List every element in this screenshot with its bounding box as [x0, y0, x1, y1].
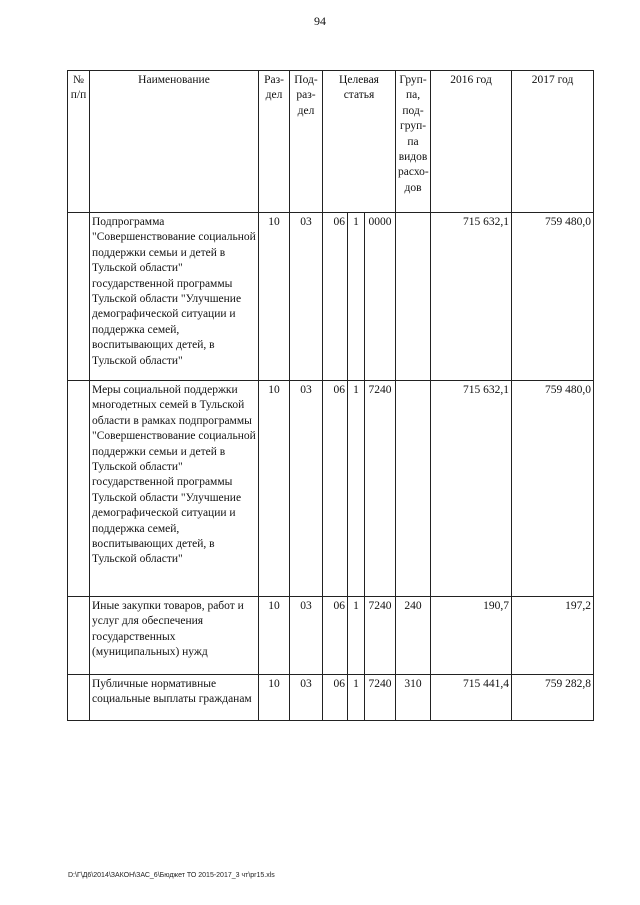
- row-ts-subprogram: 1: [348, 381, 365, 597]
- header-2017: 2017 год: [512, 71, 594, 213]
- row-name: Подпрограмма "Совершенствование социальной поддержки семьи и детей в Тульской области" государственной программы Тульской области "Улучшение демографической ситуации и поддержка семей, воспитывающих детей, в Тульской области": [90, 213, 259, 381]
- row-name: Меры социальной поддержки многодетных семей в Тульской области в рамках подпрограммы "Совершенствование социальной поддержки семьи и детей в Тульской области" государственной программы Тульской области "Улучшение демографической ситуации и поддержка семей, воспитывающих детей, в Тульской области": [90, 381, 259, 597]
- row-gruppa: [396, 381, 431, 597]
- row-2017: 759 480,0: [512, 213, 594, 381]
- row-gruppa: [396, 213, 431, 381]
- row-2017: 759 480,0: [512, 381, 594, 597]
- table-row: [68, 675, 594, 721]
- budget-table: [67, 70, 594, 721]
- row-podrazdel: 03: [290, 381, 323, 597]
- table-row: [68, 597, 594, 675]
- row-podrazdel: 03: [290, 597, 323, 675]
- header-2016: 2016 год: [431, 71, 512, 213]
- row-gruppa: 240: [396, 597, 431, 675]
- row-2016: 715 632,1: [431, 213, 512, 381]
- row-ts-program: 06: [323, 381, 348, 597]
- header-razdel: Раз- дел: [259, 71, 290, 213]
- row-name: Публичные нормативные социальные выплаты гражданам: [90, 675, 259, 721]
- header-name: Наименование: [90, 71, 259, 213]
- row-ts-direction: 0000: [365, 213, 396, 381]
- row-podrazdel: 03: [290, 675, 323, 721]
- page-number: 94: [314, 14, 326, 28]
- header-num: № п/п: [68, 71, 90, 213]
- row-podrazdel: 03: [290, 213, 323, 381]
- row-2016: 715 632,1: [431, 381, 512, 597]
- header-gruppa: Груп- па, под- груп- па видов расхо- дов: [396, 71, 431, 213]
- row-razdel: 10: [259, 213, 290, 381]
- row-num: [68, 213, 90, 381]
- file-path-footer: D:\Г\Д6\2014\ЗАКОН\ЗАС_6\Бюджет ТО 2015-2017_3 чт\pr15.xls: [68, 872, 275, 879]
- row-ts-program: 06: [323, 675, 348, 721]
- header-podrazdel: Под- раз- дел: [290, 71, 323, 213]
- row-num: [68, 381, 90, 597]
- row-name: Иные закупки товаров, работ и услуг для обеспечения государственных (муниципальных) нужд: [90, 597, 259, 675]
- row-ts-direction: 7240: [365, 675, 396, 721]
- header-row: [68, 71, 594, 213]
- row-ts-subprogram: 1: [348, 675, 365, 721]
- row-2017: 759 282,8: [512, 675, 594, 721]
- row-gruppa: 310: [396, 675, 431, 721]
- row-razdel: 10: [259, 597, 290, 675]
- row-ts-program: 06: [323, 213, 348, 381]
- row-razdel: 10: [259, 675, 290, 721]
- row-razdel: 10: [259, 381, 290, 597]
- header-tselevaya-statya: Целевая статья: [323, 71, 396, 213]
- row-2017: 197,2: [512, 597, 594, 675]
- row-2016: 190,7: [431, 597, 512, 675]
- row-ts-direction: 7240: [365, 597, 396, 675]
- row-ts-subprogram: 1: [348, 597, 365, 675]
- table-row: [68, 381, 594, 597]
- row-ts-program: 06: [323, 597, 348, 675]
- row-ts-direction: 7240: [365, 381, 396, 597]
- row-num: [68, 597, 90, 675]
- table-row: [68, 213, 594, 381]
- row-2016: 715 441,4: [431, 675, 512, 721]
- row-num: [68, 675, 90, 721]
- row-ts-subprogram: 1: [348, 213, 365, 381]
